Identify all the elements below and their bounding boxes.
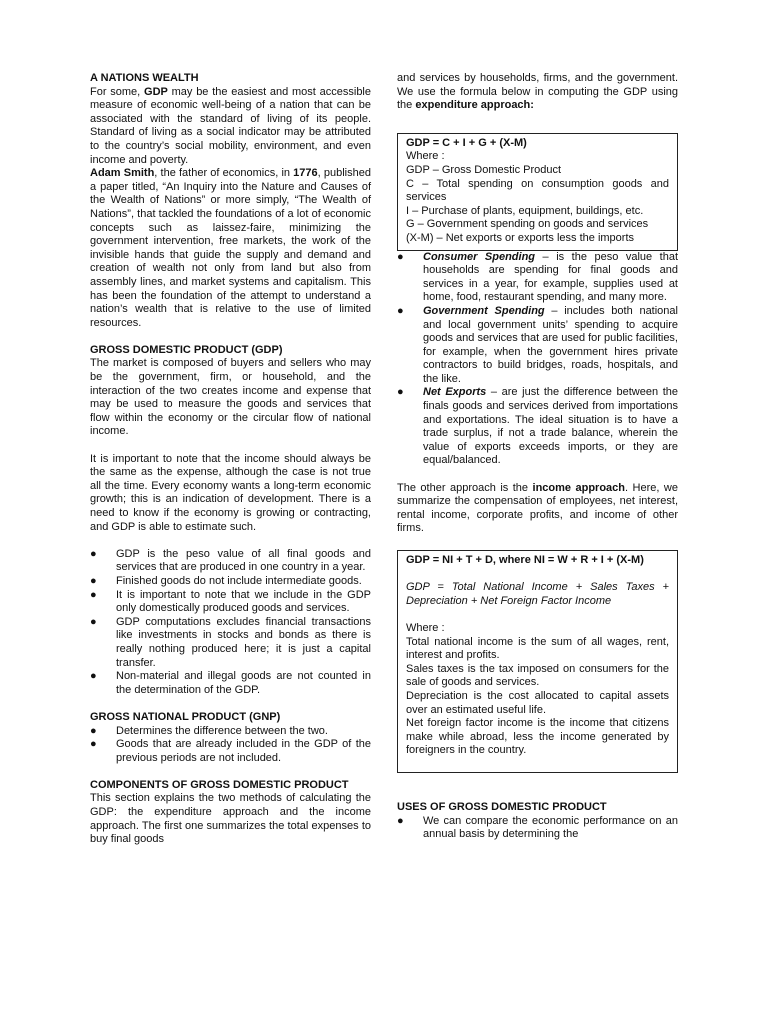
list-item: ● Finished goods do not include intermediate goods. [90,574,362,587]
bullet-icon: ● [90,588,97,601]
list-item: ● It is important to note that we include in the GDP only domestically produced goods and services. [90,588,371,615]
definition-line: Depreciation is the cost allocated to capital assets over an estimated useful life. [406,689,669,716]
paragraph: For some, GDP may be the easiest and most accessible measure of economic well-being of a nation that can be associated with the standard of living of its people. Standard of living as a social indicator may be attributed to the country’s social mobility, environment, and even income and poverty. [90,85,371,166]
paragraph: Adam Smith, the father of economics, in 1776, published a paper titled, “An Inquiry into the Nature and Causes of the Wealth of Nations” or more simply, “The Wealth of Nations”, that tackled the foundations of a lot of economic concepts such as laissez-faire, minimizing the government intervention, free markets, the work of the invisible hands that guide the supply and demand and creation of wealth not only from land but also from assembly lines, and market systems and capitalism. This has been the foundation of the attempt to understand a nation’s wealth that is relative to the use of limited resources. [90,167,371,329]
spending-bullet-list [397,251,678,469]
formula-italic: GDP = Total National Income + Sales Taxes + Depreciation + Net Foreign Factor Income [406,581,669,607]
definition-line: G – Government spending on goods and services [406,218,649,231]
bullet-icon: ● [397,386,404,399]
section-heading-nations-wealth: A NATIONS WEALTH [90,72,199,84]
list-item: ● Net Exports – are just the difference between the finals goods and services derived from importations and exportations. The ideal situation is to have a trade surplus, if not a trade balance, wherein the value of exports exceeds imports, or they are equal/balanced. [397,386,678,467]
definition-line: Net foreign factor income is the income that citizens make while abroad, less the income generated by foreigners in the country. [406,717,669,757]
gnp-bullet-list [90,725,371,766]
left-column [90,72,371,847]
bullet-icon: ● [397,250,404,263]
bullet-icon: ● [90,547,97,560]
list-item: ● Non-material and illegal goods are not counted in the determination of the GDP. [90,670,371,696]
list-item: ● Determines the difference between the two. [90,724,328,737]
paragraph: The other approach is the income approach. Here, we summarize the compensation of employees, net interest, rental income, corporate profits, and income of other firms. [397,481,678,535]
paragraph: and services by households, firms, and the government. We use the formula below in computing the GDP using the expenditure approach: [397,72,678,112]
formula: GDP = NI + T + D, where NI = W + R + I + (X-M) [406,554,644,566]
bullet-icon: ● [90,574,97,587]
uses-section [397,801,678,842]
list-item: ● GDP is the peso value of all final goods and services that are produced in one country in a year. [90,547,371,574]
bullet-icon: ● [397,304,404,317]
where-label: Where : [406,150,445,163]
definition-line: I – Purchase of plants, equipment, buildings, etc. [406,204,644,217]
section-heading-uses: USES OF GROSS DOMESTIC PRODUCT [397,800,607,813]
section-heading-gdp: GROSS DOMESTIC PRODUCT (GDP) [90,343,283,356]
list-item: ● Goods that are already included in the GDP of the previous periods are not included. [90,738,371,764]
bullet-icon: ● [90,615,97,628]
list-item: ● We can compare the economic performance on an annual basis by determining the [397,814,678,841]
list-item: ● GDP computations excludes financial transactions like investments in stocks and bonds as there is really nothing produced here; it is just a capital transfer. [90,615,371,669]
right-column [397,72,678,842]
definition-line: C – Total spending on consumption goods and services [406,177,669,204]
definition-line: (X-M) – Net exports or exports less the imports [406,231,635,244]
paragraph: It is important to note that the income should always be the same as the expense, although the case is not true all the time. Every economy wants a long-term economic growth; this is an indication of development. There is a need to know if the economy is growing or contracting, and GDP is able to estimate such. [90,452,371,533]
uses-bullet-list [397,815,678,842]
where-label: Where : [406,621,445,634]
definition-line: Total national income is the sum of all wages, rent, interest and profits. [406,635,669,662]
bullet-icon: ● [90,738,97,751]
definition-line: GDP – Gross Domestic Product [406,163,562,176]
expenditure-formula-box [397,133,678,251]
income-formula-box [397,550,678,773]
bullet-icon: ● [90,724,97,737]
list-item: ● Consumer Spending – is the peso value that households are spending for final goods and services in a year, for example, supplies used at home, food, restaurant spending, and many more. [397,250,679,304]
bullet-icon: ● [397,814,404,827]
section-heading-gnp: GROSS NATIONAL PRODUCT (GNP) [90,710,281,723]
section-heading-components: COMPONENTS OF GROSS DOMESTIC PRODUCT [90,778,349,791]
definition-line: Sales taxes is the tax imposed on consumers for the sale of goods and services. [406,662,669,689]
paragraph: This section explains the two methods of calculating the GDP: the expenditure approach and the income approach. The first one summarizes the total expenses to buy final goods [90,792,371,846]
gdp-bullet-list [90,548,371,698]
formula: GDP = C + I + G + (X-M) [406,136,527,149]
list-item: ● Government Spending – includes both national and local government units’ spending to acquire goods and services that are used for public facilities, for example, when the government hires private contractors to build bridges, roads, hospitals, and the like. [397,304,678,385]
bullet-icon: ● [90,670,97,683]
paragraph: The market is composed of buyers and sellers who may be the government, firm, or household, and the interaction of the two creates income and expense that may be used to measure the goods and services that flow within the economy or the circular flow of national income. [90,357,371,438]
